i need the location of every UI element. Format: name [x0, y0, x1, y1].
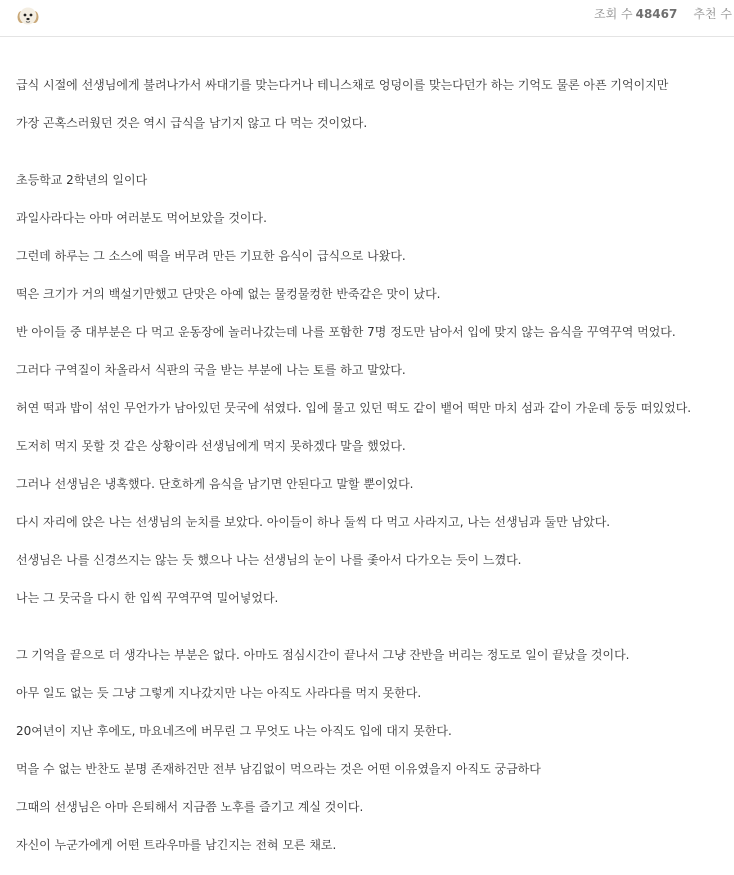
author-avatar[interactable]: [15, 3, 41, 29]
article-paragraph: 그 기억을 끝으로 더 생각나는 부분은 없다. 아마도 점심시간이 끝나서 그냥 잔반을 버리는 정도로 일이 끝났을 것이다.: [16, 648, 630, 662]
article-paragraph: 그때의 선생님은 아마 은퇴해서 지금쯤 노후를 즐기고 계실 것이다.: [16, 800, 364, 814]
article-paragraph: 급식 시절에 선생님에게 불려나가서 싸대기를 맞는다거나 테니스채로 엉덩이를 맞는다던가 하는 기억도 물론 아픈 기억이지만: [16, 78, 669, 92]
article-paragraph: 나는 그 뭇국을 다시 한 입씩 꾸역꾸역 밀어넣었다.: [16, 591, 279, 605]
article-paragraph: 가장 곤혹스러웠던 것은 역시 급식을 남기지 않고 다 먹는 것이었다.: [16, 116, 368, 130]
article-paragraph: 자신이 누군가에게 어떤 트라우마를 남긴지는 전혀 모른 채로.: [16, 838, 337, 852]
article-paragraph: 반 아이들 중 대부분은 다 먹고 운동장에 놀러나갔는데 나를 포함한 7명 정도만 남아서 입에 맞지 않는 음식을 꾸역꾸역 먹었다.: [16, 325, 676, 339]
article-paragraph: 다시 자리에 앉은 나는 선생님의 눈치를 보았다. 아이들이 하나 둘씩 다 먹고 사라지고, 나는 선생님과 둘만 남았다.: [16, 515, 611, 529]
article-paragraph: 허연 떡과 밥이 섞인 무언가가 남아있던 뭇국에 섞였다. 입에 물고 있던 떡도 같이 뱉어 떡만 마치 섬과 같이 가운데 둥둥 떠있었다.: [16, 401, 692, 415]
views-label: 조회 수: [594, 7, 633, 21]
article-paragraph: 떡은 크기가 거의 백설기만했고 단맛은 아예 없는 물컹물컹한 반죽같은 맛이 났다.: [16, 287, 441, 301]
article-paragraph: 그런데 하루는 그 소스에 떡을 버무려 만든 기묘한 음식이 급식으로 나왔다.: [16, 249, 406, 263]
article-paragraph: 20여년이 지난 후에도, 마요네즈에 버무린 그 무엇도 나는 아직도 입에 대지 못한다.: [16, 724, 452, 738]
puppy-avatar-icon: [15, 3, 41, 29]
post-stats: [594, 5, 732, 22]
views-count: 48467: [635, 7, 678, 21]
article-paragraph: 그러나 선생님은 냉혹했다. 단호하게 음식을 남기면 안된다고 말할 뿐이었다.: [16, 477, 414, 491]
article-paragraph: 선생님은 나를 신경쓰지는 않는 듯 했으나 나는 선생님의 눈이 나를 좇아서 다가오는 듯이 느꼈다.: [16, 553, 522, 567]
recommend-label: 추천 수: [693, 7, 732, 21]
article-paragraph: 과일사라다는 아마 여러분도 먹어보았을 것이다.: [16, 211, 267, 225]
article-paragraph: 먹을 수 없는 반찬도 분명 존재하건만 전부 남김없이 먹으라는 것은 어떤 이유였을지 아직도 궁금하다: [16, 762, 541, 776]
article-paragraph: 아무 일도 없는 듯 그냥 그렇게 지나갔지만 나는 아직도 사라다를 먹지 못한다.: [16, 686, 422, 700]
article-paragraph: 그러다 구역질이 차올라서 식판의 국을 받는 부분에 나는 토를 하고 말았다.: [16, 363, 406, 377]
article-paragraph: 초등학교 2학년의 일이다: [16, 173, 148, 187]
post-header: [0, 0, 734, 37]
article-paragraph: 도저히 먹지 못할 것 같은 상황이라 선생님에게 먹지 못하겠다 말을 했었다.: [16, 439, 406, 453]
